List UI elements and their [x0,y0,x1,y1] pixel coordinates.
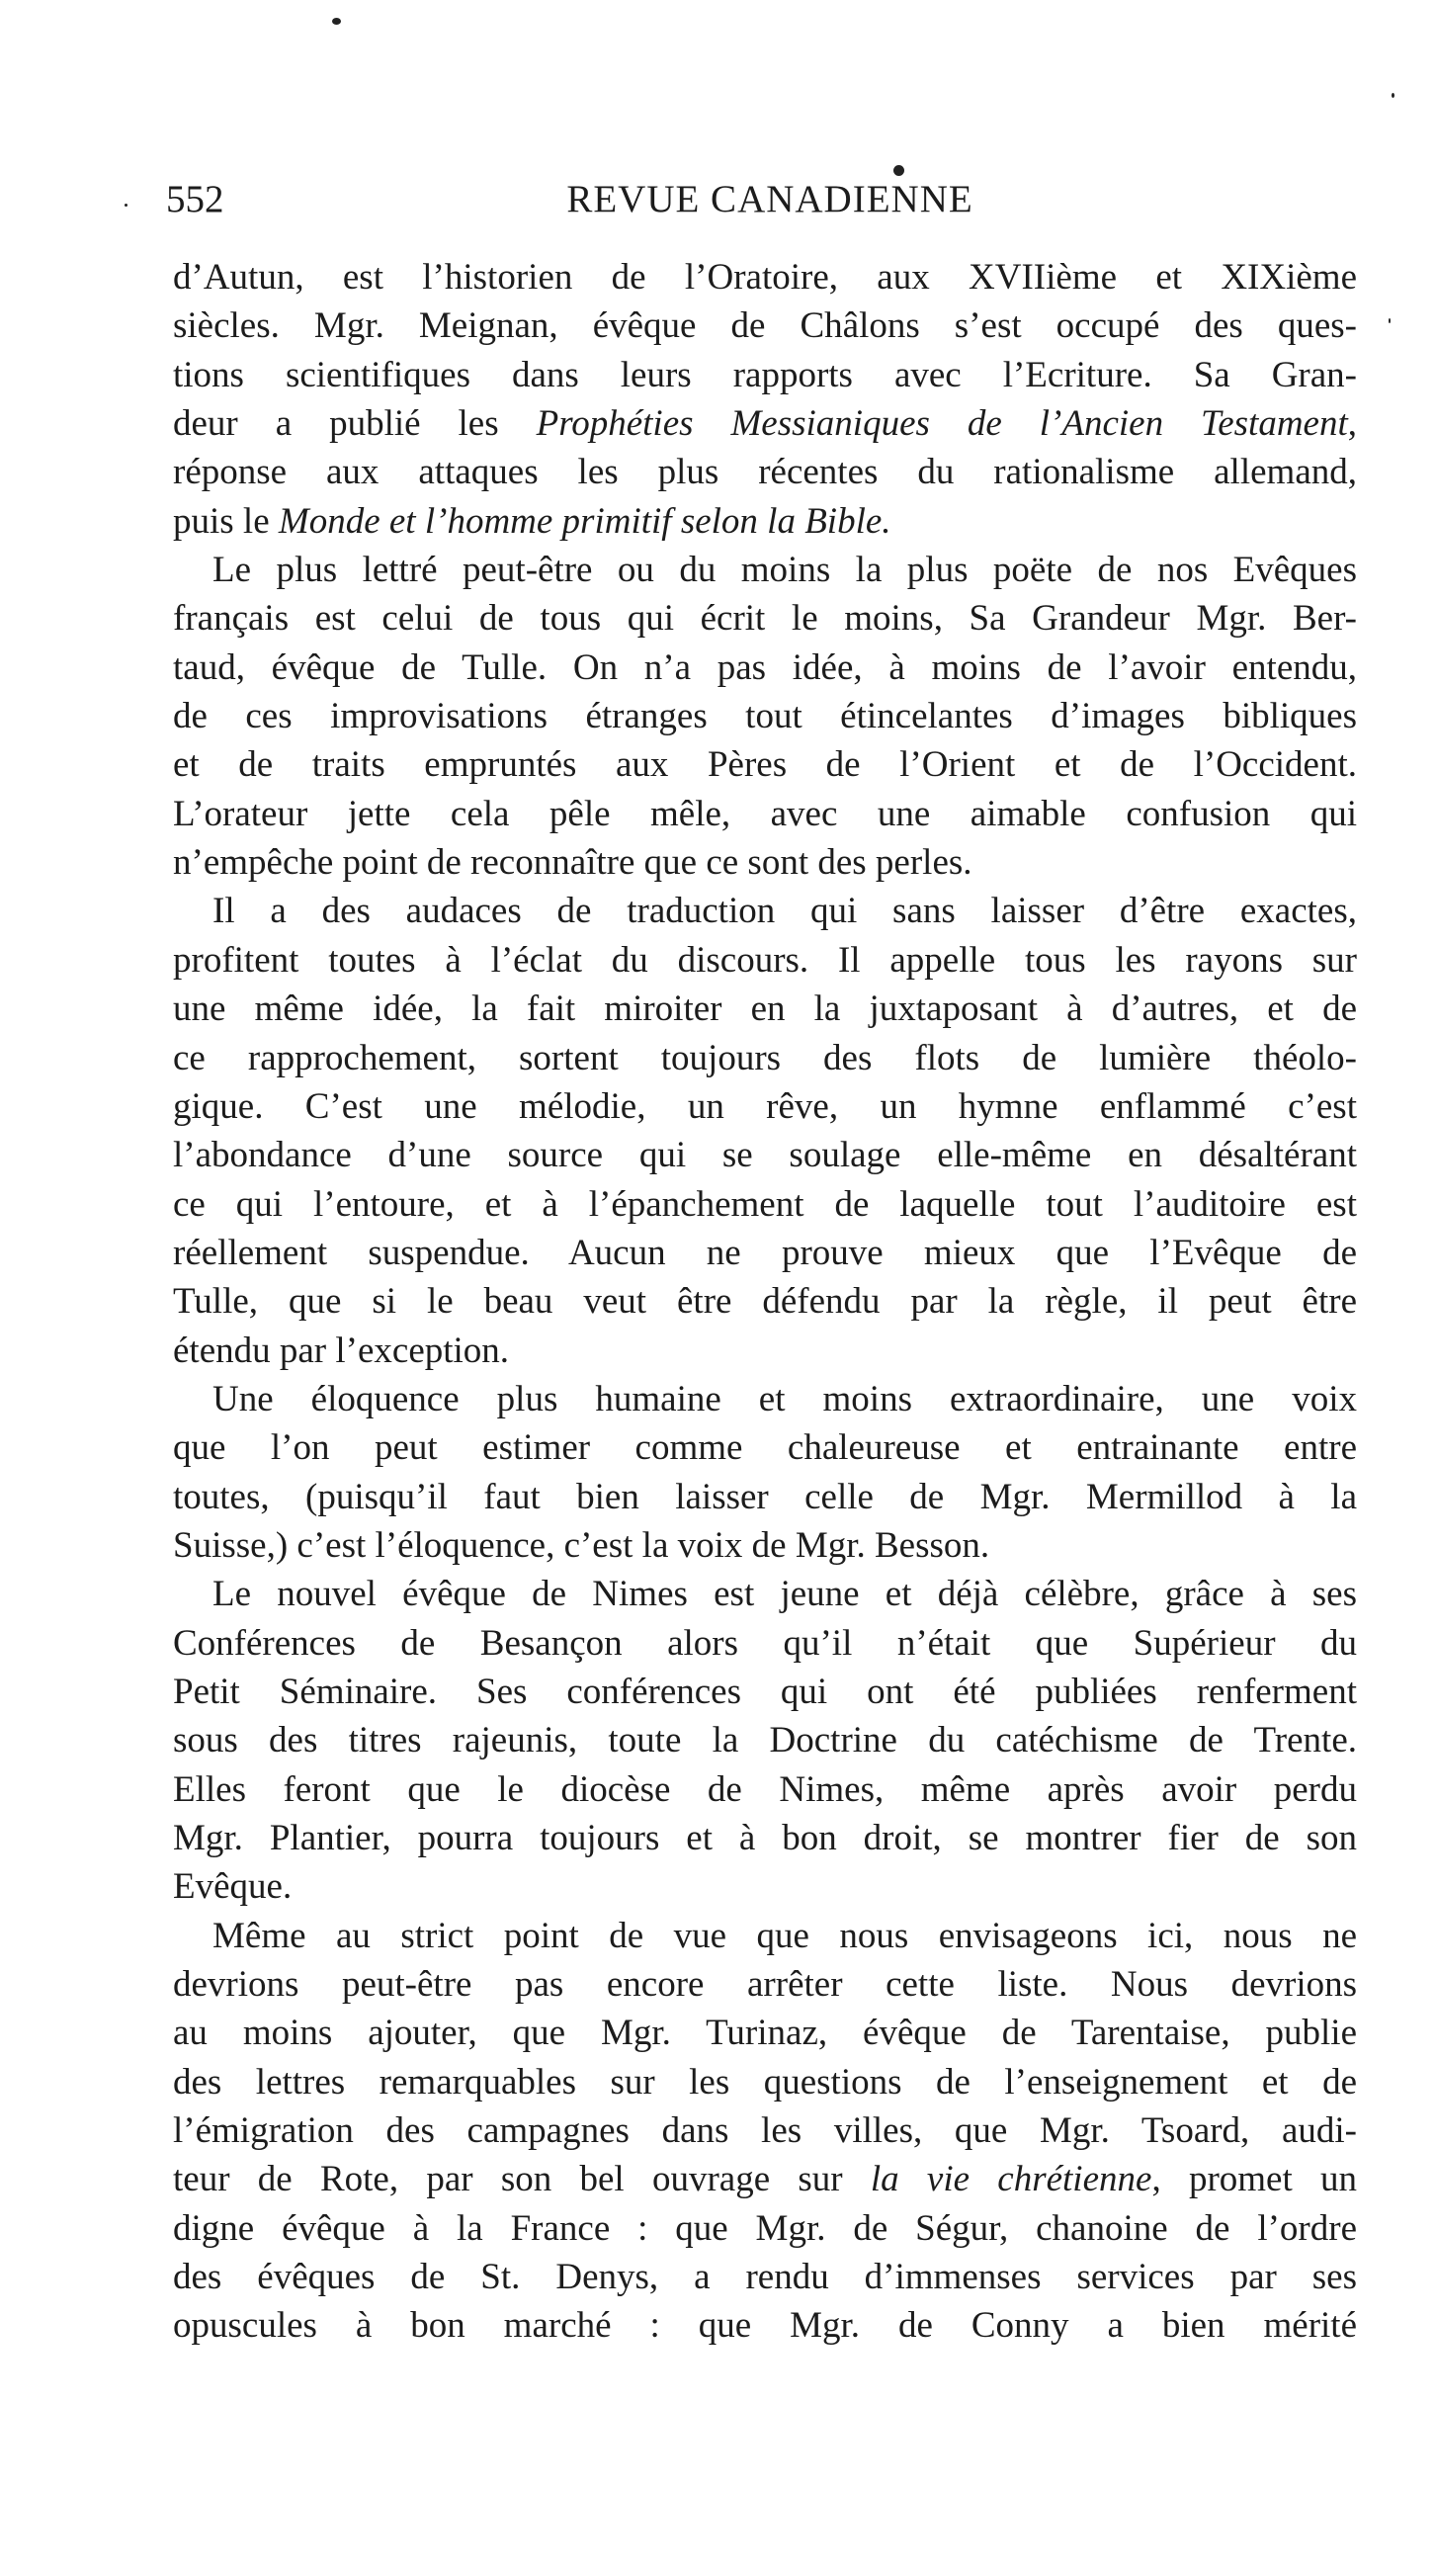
line-text: Evêque. [173,1866,293,1908]
text-line [173,1082,1357,1131]
line-text: Suisse,) c’est l’éloquence, c’est la voix de Mgr. Besson. [173,1524,990,1566]
text-line [173,1229,1357,1277]
line-text: réponse aux attaques les plus récentes du rationalisme allemand, [173,452,1357,493]
line-text: ce qui l’entoure, et à l’épanchement de laquelle tout l’auditoire est [173,1183,1357,1225]
line-text: , [1347,403,1357,445]
line-text: que l’on peut estimer comme chaleureuse et entrainante entre [173,1427,1357,1469]
text-line [173,1619,1357,1668]
line-text: étendu par l’exception. [173,1330,510,1371]
line-text: Il a des audaces de traduction qui sans laisser d’être exactes, [212,891,1357,932]
text-line [173,448,1357,496]
line-text: taud, évêque de Tulle. On n’a pas idée, à moins de l’avoir entendu, [173,646,1357,688]
line-text: l’émigration des campagnes dans les villes, que Mgr. Tsoard, audi- [173,2110,1357,2152]
line-text: sous des titres rajeunis, toute la Doctrine du catéchisme de Trente. [173,1720,1357,1761]
text-line [173,2009,1357,2057]
text-line [173,1765,1357,1814]
line-text: une même idée, la fait miroiter en la juxtaposant à d’autres, et de [173,988,1357,1030]
italic-title-text: Monde et l’homme primitif selon la Bible. [278,500,891,542]
text-line [173,1423,1357,1472]
text-line [173,497,1357,546]
line-text: toutes, (puisqu’il faut bien laisser celle de Mgr. Mermillod à la [173,1476,1357,1517]
text-line [173,936,1357,985]
text-line [173,2155,1357,2203]
text-line [173,644,1357,692]
line-text: l’abondance d’une source qui se soulage elle-même en désaltérant [173,1135,1357,1176]
text-line [173,2301,1357,2350]
line-text: ce rapprochement, sortent toujours des flots de lumière théolo- [173,1037,1357,1078]
text-line [173,351,1357,399]
line-text: Mgr. Plantier, pourra toujours et à bon droit, se montrer fier de son [173,1818,1357,1858]
text-line [173,790,1357,838]
line-text: n’empêche point de reconnaître que ce sont des perles. [173,842,972,884]
text-line [173,1814,1357,1862]
text-line [173,1862,1357,1911]
text-line [173,887,1357,935]
text-line [173,594,1357,643]
line-text: tions scientifiques dans leurs rapports avec l’Ecriture. Sa Gran- [173,354,1357,395]
line-text: devrions peut-être pas encore arrêter cette liste. Nous devrions [173,1964,1357,2006]
italic-title-text: la vie chrétienne [870,2159,1152,2200]
page-number: 552 [166,178,224,220]
text-line [173,985,1357,1033]
line-text: réellement suspendue. Aucun ne prouve mieux que l’Evêque de [173,1232,1357,1273]
text-line [173,301,1357,350]
line-text: et de traits empruntés aux Pères de l’Orient et de l’Occident. [173,744,1357,786]
line-text: Tulle, que si le beau veut être défendu par la règle, il peut être [173,1281,1357,1323]
line-text: Même au strict point de vue que nous envisageons ici, nous ne [212,1915,1357,1956]
text-line [173,1716,1357,1764]
running-title: REVUE CANADIENNE [566,178,973,220]
ink-speck [1392,93,1394,98]
text-line [173,1668,1357,1716]
text-line [173,399,1357,448]
text-line [173,2058,1357,2106]
text-line [173,1277,1357,1326]
line-text: opuscules à bon marché : que Mgr. de Conny a bien mérité [173,2305,1357,2347]
line-text: Conférences de Besançon alors qu’il n’était que Supérieur du [173,1622,1357,1664]
line-text: Le plus lettré peut-être ou du moins la plus poëte de nos Evêques [212,550,1357,591]
text-line [173,1131,1357,1179]
line-text: des évêques de St. Denys, a rendu d’immenses services par ses [173,2257,1357,2298]
line-text: puis le [173,500,279,542]
line-text: français est celui de tous qui écrit le moins, Sa Grandeur Mgr. Ber- [173,598,1357,640]
ink-speck [332,18,341,25]
line-text: de ces improvisations étranges tout étincelantes d’images bibliques [173,696,1357,737]
text-line [173,2204,1357,2253]
text-line [173,838,1357,887]
text-line [173,1375,1357,1423]
text-line [173,692,1357,740]
line-text: L’orateur jette cela pêle mêle, avec une aimable confusion qui [173,793,1357,834]
line-text: au moins ajouter, que Mgr. Turinaz, évêque de Tarentaise, publie [173,2013,1357,2054]
ink-speck [893,165,904,176]
text-line [173,1034,1357,1082]
text-line [173,1473,1357,1521]
ink-speck [125,204,127,207]
ink-speck [1389,318,1391,323]
line-text: digne évêque à la France : que Mgr. de Ségur, chanoine de l’ordre [173,2207,1357,2249]
line-text: Elles feront que le diocèse de Nimes, même après avoir perdu [173,1768,1357,1810]
line-text: , promet un [1151,2159,1357,2200]
text-line [173,1521,1357,1570]
italic-title-text: Prophéties Messianiques de l’Ancien Testament [536,403,1348,445]
line-text: deur a publié les [173,403,537,445]
text-line [173,2106,1357,2155]
line-text: siècles. Mgr. Meignan, évêque de Châlons s’est occupé des ques- [173,305,1357,347]
page-header [166,176,1374,235]
text-line [173,740,1357,789]
line-text: Une éloquence plus humaine et moins extraordinaire, une voix [212,1378,1357,1419]
line-text: Petit Séminaire. Ses conférences qui ont été publiées renferment [173,1671,1357,1712]
line-text: profitent toutes à l’éclat du discours. Il appelle tous les rayons sur [173,939,1357,981]
text-line [173,1327,1357,1375]
text-line [173,1570,1357,1618]
text-line [173,546,1357,594]
line-text: gique. C’est une mélodie, un rêve, un hymne enflammé c’est [173,1085,1357,1127]
line-text: teur de Rote, par son bel ouvrage sur [173,2159,871,2200]
line-text: Le nouvel évêque de Nimes est jeune et déjà célèbre, grâce à ses [212,1574,1357,1615]
text-line [173,1960,1357,2009]
line-text: des lettres remarquables sur les questions de l’enseignement et de [173,2061,1357,2103]
line-text: d’Autun, est l’historien de l’Oratoire, aux XVIIième et XIXième [173,257,1357,298]
text-line [173,1180,1357,1229]
text-line [173,253,1357,301]
text-line [173,1912,1357,1960]
text-line [173,2253,1357,2301]
body-text [173,253,1357,2351]
